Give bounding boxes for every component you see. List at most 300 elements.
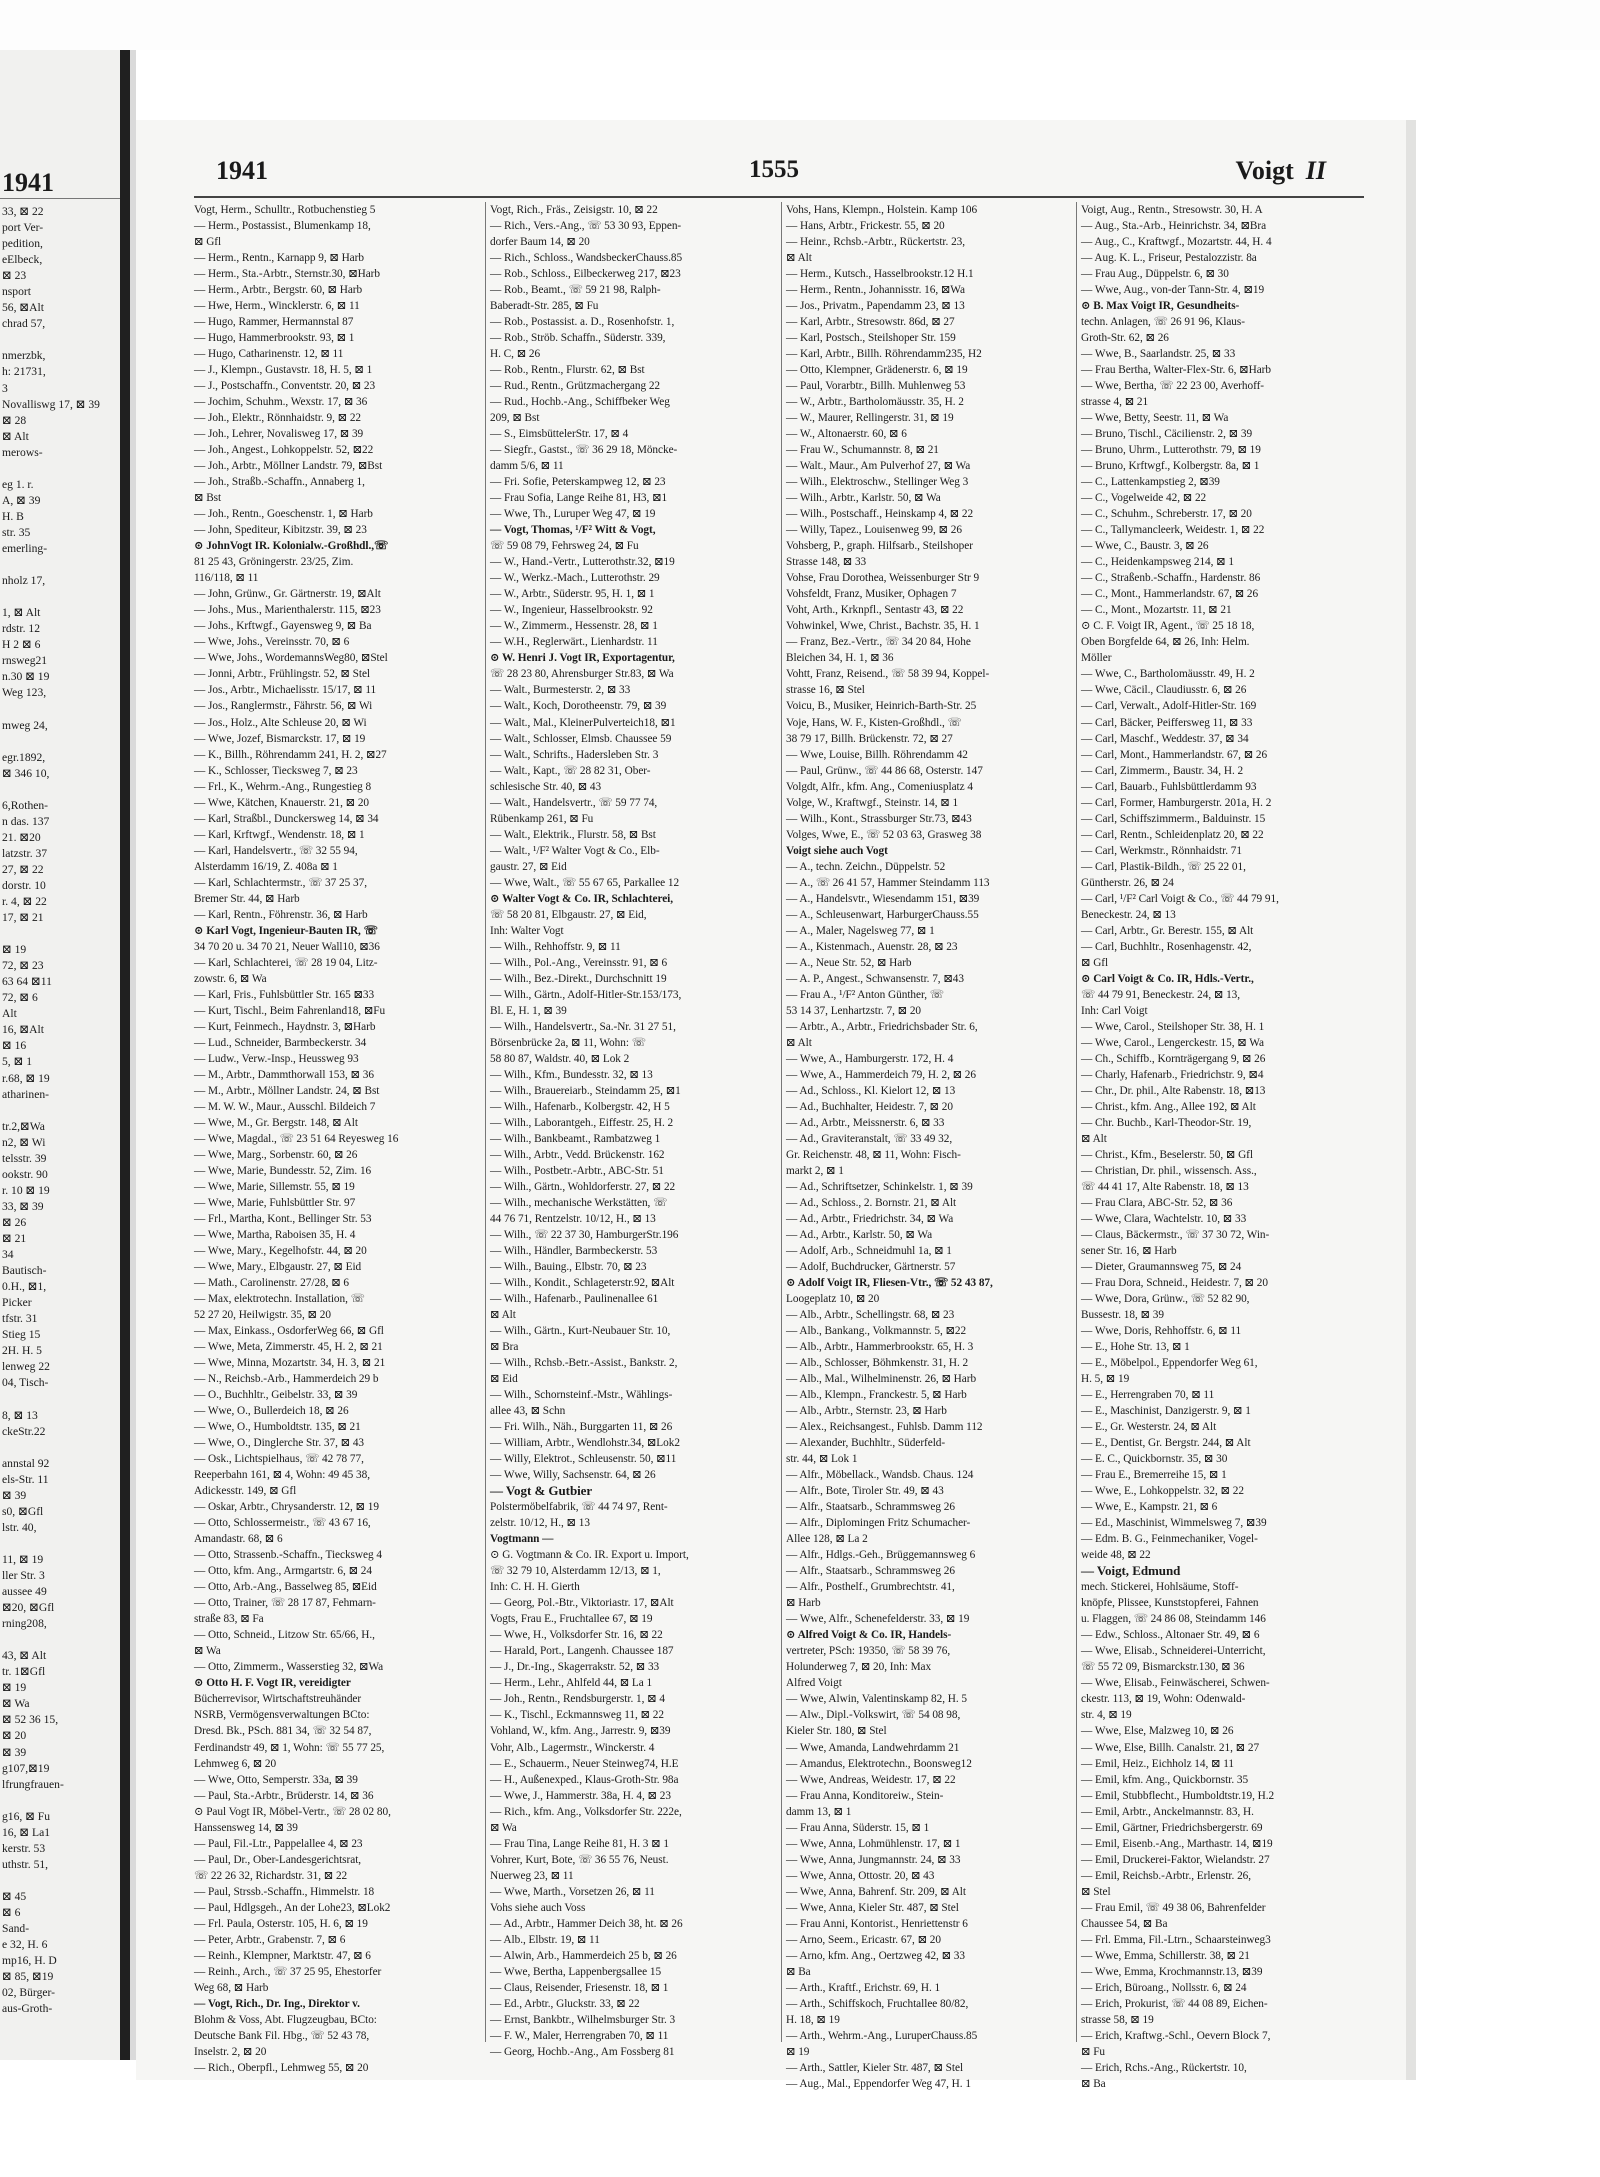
directory-entry: — Herm., Postassist., Blumenkamp 18, [194, 220, 371, 233]
directory-entry: 44 76 71, Rentzelstr. 10/12, H., ⊠ 13 [490, 1212, 656, 1225]
directory-entry: Vohse, Frau Dorothea, Weissenburger Str 9 [786, 572, 980, 585]
directory-entry: gaustr. 27, ⊠ Eid [490, 860, 567, 873]
directory-entry: — Johs., Krftwgf., Gayensweg 9, ⊠ Ba [194, 620, 372, 633]
directory-entry: — Ad., Arbtr., Hammer Deich 38, ht. ⊠ 26 [490, 1917, 683, 1930]
previous-page-line [2, 1440, 118, 1456]
directory-entry: — Jos., Ranglermstr., Fährstr. 56, ⊠ Wi [194, 700, 373, 713]
directory-entry: — W., Altonaerstr. 60, ⊠ 6 [786, 428, 907, 441]
previous-page-line: tfstr. 31 [2, 1312, 38, 1326]
directory-entry: — Rob., Postassist. a. D., Rosenhofstr. 1, [490, 316, 675, 329]
directory-entry: Vohsberg, P., graph. Hilfsarb., Steilshoper [786, 540, 973, 553]
directory-entry: — Bruno, Tischl., Cäcilienstr. 2, ⊠ 39 [1081, 428, 1253, 441]
directory-entry: — Wilh., Kondit., Schlageterstr.92, ⊠Alt [490, 1277, 675, 1290]
directory-entry: — Arno, Seem., Ericastr. 67, ⊠ 20 [786, 1933, 941, 1946]
previous-page-line: Novalliswg 17, ⊠ 39 [2, 397, 100, 411]
directory-entry: — O., Buchhltr., Geibelstr. 33, ⊠ 39 [194, 1389, 358, 1402]
directory-entry: — Wwe, B., Saarlandstr. 25, ⊠ 33 [1081, 348, 1236, 361]
directory-entry: Vohr, Alb., Lagermstr., Winckerstr. 4 [490, 1741, 655, 1754]
directory-entry: — Wwe, Th., Luruper Weg 47, ⊠ 19 [490, 508, 656, 521]
directory-entry: — C., Vogelweide 42, ⊠ 22 [1081, 492, 1207, 505]
directory-entry: — E., Maschinist, Danzigerstr. 9, ⊠ 1 [1081, 1405, 1251, 1418]
directory-entry: — Alexander, Buchhltr., Süderfeld- [786, 1437, 946, 1450]
directory-entry: vertreter, PSch: 19350, ☏ 58 39 76, [786, 1645, 951, 1658]
directory-entry: — Walt., Maur., Am Pulverhof 27, ⊠ Wa [786, 460, 971, 473]
directory-entry: Vogts, Frau E., Fruchtallee 67, ⊠ 19 [490, 1613, 653, 1626]
directory-entry: — Kurt, Feinmech., Haydnstr. 3, ⊠Harb [194, 1020, 376, 1033]
previous-page-line: ookstr. 90 [2, 1167, 48, 1181]
previous-page-line: 8, ⊠ 13 [2, 1408, 38, 1422]
directory-entry: — Paul, Fil.-Ltr., Pappelallee 4, ⊠ 23 [194, 1837, 363, 1850]
previous-page-line: 63 64 ⊠11 [2, 975, 52, 989]
previous-page-line: ⊠ 21 [2, 1232, 27, 1245]
directory-entry: ⊙ Otto H. F. Vogt IR, vereidigter [194, 1677, 351, 1690]
directory-entry: — Wwe, E., Kampstr. 21, ⊠ 6 [1081, 1501, 1218, 1514]
directory-entry: — Otto, Zimmerm., Wasserstieg 32, ⊠Wa [194, 1661, 384, 1674]
directory-entry: — Joh., Arbtr., Möllner Landstr. 79, ⊠Bst [194, 460, 383, 473]
running-head-name: Voigt [1235, 156, 1294, 185]
directory-entry: Voje, Hans, W. F., Kisten-Großhdl., ☏ [786, 716, 962, 729]
directory-entry: — J., Dr.-Ing., Skagerrakstr. 52, ⊠ 33 [490, 1661, 660, 1674]
directory-entry: — Walt., Burmesterstr. 2, ⊠ 33 [490, 684, 631, 697]
directory-entry: Bl. E, H. 1, ⊠ 39 [490, 1004, 567, 1017]
previous-page-line: aussee 49 [2, 1585, 47, 1599]
directory-entry: — Alb., Klempn., Franckestr. 5, ⊠ Harb [786, 1389, 967, 1402]
previous-page-line: emerling- [2, 541, 48, 555]
directory-entry: ⊙ Walter Vogt & Co. IR, Schlachterei, [490, 892, 674, 905]
directory-entry: — Rud., Rentn., Grützmachergang 22 [490, 380, 661, 393]
directory-entry: — Otto, Schneid., Litzow Str. 65/66, H., [194, 1629, 375, 1642]
previous-page-line: 34 [2, 1248, 14, 1262]
directory-display-entry: — Voigt, Edmund [1081, 1563, 1181, 1579]
book-gutter [120, 50, 130, 2060]
directory-entry: ⊠ Eid [490, 1373, 518, 1386]
directory-entry: — John, Spediteur, Kibitzstr. 39, ⊠ 23 [194, 524, 367, 537]
directory-entry: — Arth., Wehrm.-Ang., LuruperChauss.85 [786, 2029, 978, 2042]
page-year: 1941 [216, 156, 268, 185]
directory-entry: — Walt., Handelsvertr., ☏ 59 77 74, [490, 796, 658, 809]
page-header [136, 156, 1406, 196]
directory-entry: — Christian, Dr. phil., wissensch. Ass., [1081, 1164, 1257, 1177]
previous-page-line [2, 1536, 118, 1552]
directory-entry: — Math., Carolinenstr. 27/28, ⊠ 6 [194, 1277, 349, 1290]
directory-entry: 116/118, ⊠ 11 [194, 572, 259, 585]
directory-entry: Volge, W., Kraftwgf., Steinstr. 14, ⊠ 1 [786, 796, 959, 809]
directory-entry: Bücherrevisor, Wirtschaftstreuhänder [194, 1693, 362, 1706]
column-4 [1081, 202, 1364, 2090]
directory-entry: Nuerweg 23, ⊠ 11 [490, 1869, 574, 1882]
directory-entry: — Wilh., Elektroschw., Stellinger Weg 3 [786, 476, 969, 489]
directory-page [136, 120, 1406, 2090]
directory-entry: Börsenbrücke 2a, ⊠ 11, Wohn: ☏ [490, 1036, 646, 1049]
column-divider [1076, 202, 1077, 2042]
directory-entry: Hanssensweg 14, ⊠ 39 [194, 1821, 298, 1834]
directory-entry: — Edw., Schloss., Altonaer Str. 49, ⊠ 6 [1081, 1629, 1260, 1642]
directory-entry: — Wwe, Clara, Wachtelstr. 10, ⊠ 33 [1081, 1212, 1247, 1225]
directory-entry: — Walt., Kapt., ☏ 28 82 31, Ober- [490, 764, 651, 777]
directory-entry: — Wwe, Marg., Sorbenstr. 60, ⊠ 26 [194, 1148, 358, 1161]
directory-entry: ☏ 55 72 09, Bismarckstr.130, ⊠ 36 [1081, 1661, 1245, 1674]
directory-entry: str. 44, ⊠ Lok 1 [786, 1453, 858, 1466]
previous-page-line: e 32, H. 6 [2, 1938, 48, 1952]
directory-entry: — Ludw., Verw.-Insp., Heussweg 93 [194, 1052, 359, 1065]
previous-page-line [2, 589, 118, 605]
directory-entry: — Wwe, Anna, Kieler Str. 487, ⊠ Stel [786, 1901, 959, 1914]
directory-entry: — Wwe, Elisab., Schneiderei-Unterricht, [1081, 1645, 1266, 1658]
previous-page-line: ⊠ 346 10, [2, 766, 50, 780]
directory-entry: — Joh., Angest., Lohkoppelstr. 52, ⊠22 [194, 444, 374, 457]
directory-entry: ⊠ Harb [786, 1597, 821, 1610]
previous-page-rule [0, 198, 120, 199]
directory-entry: — Wwe, Marie, Fuhlsbüttler Str. 97 [194, 1196, 356, 1209]
directory-entry: ⊠ Alt [490, 1309, 516, 1322]
directory-entry: — Wwe, Mary., Elbgaustr. 27, ⊠ Eid [194, 1261, 362, 1274]
directory-entry: — Wwe, J., Hammerstr. 38a, H. 4, ⊠ 23 [490, 1789, 671, 1802]
previous-page-line: 72, ⊠ 23 [2, 959, 44, 973]
directory-entry: — Hugo, Catharinenstr. 12, ⊠ 11 [194, 348, 344, 361]
directory-entry: — Karl, Straßbl., Dunckersweg 14, ⊠ 34 [194, 812, 379, 825]
previous-page-line: ⊠ 85, ⊠19 [2, 1970, 54, 1984]
directory-entry: ⊠ Alt [786, 1036, 812, 1049]
directory-entry: — Wwe, Alfr., Schenefelderstr. 33, ⊠ 19 [786, 1613, 970, 1626]
directory-entry: — Karl, Handelsvertr., ☏ 32 55 94, [194, 844, 358, 857]
directory-entry: — Walt., Koch, Dorotheenstr. 79, ⊠ 39 [490, 700, 667, 713]
directory-entry: — Wwe, Willy, Sachsenstr. 64, ⊠ 26 [490, 1469, 656, 1482]
previous-page-line: 11, ⊠ 19 [2, 1552, 44, 1566]
directory-entry: — Franz, Bez.-Vertr., ☏ 34 20 84, Hohe [786, 636, 971, 649]
previous-page-line: 0.H., ⊠1, [2, 1280, 47, 1294]
previous-page-line: H. B [2, 509, 24, 523]
directory-entry: ⊠ Bra [490, 1341, 519, 1354]
directory-entry: — Wilh., Kont., Strassburger Str.73, ⊠43 [786, 812, 972, 825]
previous-page-line: Alt [2, 1007, 17, 1021]
directory-entry: — Joh., Rentn., Goeschenstr. 1, ⊠ Harb [194, 508, 373, 521]
directory-entry: ⊠ Wa [490, 1821, 517, 1834]
directory-entry: — Wwe, A., Hamburgerstr. 172, H. 4 [786, 1052, 954, 1065]
directory-entry: Kieler Str. 180, ⊠ Stel [786, 1725, 887, 1738]
directory-entry: ⊠ Ba [1081, 2077, 1106, 2090]
directory-entry: — Paul, Dr., Ober-Landesgerichtsrat, [194, 1853, 362, 1866]
directory-entry: — Karl, Postsch., Steilshoper Str. 159 [786, 332, 956, 345]
directory-entry: — A. P., Angest., Schwansenstr. 7, ⊠43 [786, 972, 964, 985]
directory-entry: — William, Arbtr., Wendlohstr.34, ⊠Lok2 [490, 1437, 680, 1450]
directory-entry: — Wilh., Gärtn., Kurt-Neubauer Str. 10, [490, 1325, 671, 1338]
directory-entry: — Alb., Schlosser, Böhmkenstr. 31, H. 2 [786, 1357, 969, 1370]
directory-entry: Deutsche Bank Fil. Hbg., ☏ 52 43 78, [194, 2029, 370, 2042]
directory-entry: — Wwe, Mary., Kegelhofstr. 44, ⊠ 20 [194, 1245, 367, 1258]
directory-entry: — Heinr., Rchsb.-Arbtr., Rückertstr. 23, [786, 236, 966, 249]
directory-entry: — Herm., Rentn., Johannisstr. 16, ⊠Wa [786, 284, 965, 297]
directory-entry: — Wilh., Postbetr.-Arbtr., ABC-Str. 51 [490, 1164, 664, 1177]
directory-entry: — Wwe, C., Baustr. 3, ⊠ 26 [1081, 540, 1209, 553]
directory-entry: ☏ 22 26 32, Richardstr. 31, ⊠ 22 [194, 1869, 348, 1882]
directory-entry: 52 27 20, Heilwigstr. 35, ⊠ 20 [194, 1309, 331, 1322]
directory-entry: Vohs siehe auch Voss [490, 1901, 586, 1914]
directory-entry: Gr. Reichenstr. 48, ⊠ 11, Wohn: Fisch- [786, 1148, 961, 1161]
directory-entry: — E., Herrengraben 70, ⊠ 11 [1081, 1389, 1215, 1402]
previous-page-line: Stieg 15 [2, 1328, 41, 1342]
directory-entry: ⊙ Carl Voigt & Co. IR, Hdls.-Vertr., [1081, 972, 1254, 985]
directory-entry: Allee 128, ⊠ La 2 [786, 1533, 868, 1546]
directory-entry: Vohland, W., kfm. Ang., Jarrestr. 9, ⊠39 [490, 1725, 671, 1738]
directory-entry: — Vogt, Thomas, ¹/F² Witt & Vogt, [490, 524, 656, 537]
previous-page-line: r. 10 ⊠ 19 [2, 1183, 50, 1197]
previous-page-line: lstr. 40, [2, 1520, 37, 1534]
directory-entry: — C., Lattenkampstieg 2, ⊠39 [1081, 476, 1220, 489]
directory-entry: — Frau E., Bremerreihe 15, ⊠ 1 [1081, 1469, 1227, 1482]
directory-entry: — Emil, Heiz., Eichholz 14, ⊠ 11 [1081, 1757, 1235, 1770]
directory-entry: ⊙ Alfred Voigt & Co. IR, Handels- [786, 1629, 952, 1642]
directory-entry: — Erich, Kraftwg.-Schl., Oevern Block 7, [1081, 2029, 1271, 2042]
directory-entry: — Wilh., Pol.-Ang., Vereinsstr. 91, ⊠ 6 [490, 956, 668, 969]
previous-page-line: 43, ⊠ Alt [2, 1649, 47, 1663]
directory-entry: — Wilh., Arbtr., Vedd. Brückenstr. 162 [490, 1148, 665, 1161]
column-divider [781, 202, 782, 2042]
directory-entry: — Arth., Schiffskoch, Fruchtallee 80/82, [786, 1997, 969, 2010]
previous-page-line: n das. 137 [2, 814, 50, 828]
directory-entry: Vogt, Herm., Schulltr., Rotbuchenstieg 5 [194, 204, 376, 216]
directory-entry: — Claus, Reisender, Friesenstr. 18, ⊠ 1 [490, 1981, 669, 1994]
directory-entry: — Wwe, Meta, Zimmerstr. 45, H. 2, ⊠ 21 [194, 1341, 383, 1354]
directory-entry: ⊙ C. F. Voigt IR, Agent., ☏ 25 18 18, [1081, 620, 1255, 633]
directory-entry: dorfer Baum 14, ⊠ 20 [490, 236, 590, 249]
directory-entry: Chaussee 54, ⊠ Ba [1081, 1917, 1168, 1930]
previous-page-line: ⊠ 26 [2, 1215, 27, 1229]
directory-entry: — Willy, Elektrot., Schleusenstr. 50, ⊠11 [490, 1453, 677, 1466]
previous-page-line: ⊠ Alt [2, 429, 29, 443]
directory-entry: — Wwe, Amanda, Landwehrdamm 21 [786, 1741, 960, 1754]
directory-entry: — Rich., Schloss., WandsbeckerChauss.85 [490, 252, 683, 265]
directory-entry: Amandastr. 68, ⊠ 6 [194, 1533, 283, 1546]
previous-page-line: ller Str. 3 [2, 1568, 45, 1582]
directory-entry: ☏ 58 20 81, Elbgaustr. 27, ⊠ Eid, [490, 908, 647, 921]
directory-entry: — Wwe, Else, Billh. Canalstr. 21, ⊠ 27 [1081, 1741, 1260, 1754]
previous-page-line: ⊠ 16 [2, 1039, 27, 1053]
page-number: 1555 [749, 156, 799, 183]
directory-entry: — Wilh., Schornsteinf.-Mstr., Wählings- [490, 1389, 673, 1402]
directory-entry: — Alfr., Diplomingen Fritz Schumacher- [786, 1517, 971, 1530]
directory-entry: 81 25 43, Gröningerstr. 23/25, Zim. [194, 556, 354, 569]
directory-entry: — Hwe, Herm., Wincklerstr. 6, ⊠ 11 [194, 300, 360, 313]
previous-page-line: ⊠ 23 [2, 269, 27, 283]
directory-entry: — Wilh., Brauereiarb., Steindamm 25, ⊠1 [490, 1084, 681, 1097]
directory-entry: — Frau Aug., Düppelstr. 6, ⊠ 30 [1081, 268, 1229, 281]
directory-entry: ⊠ 19 [786, 2045, 810, 2058]
directory-entry: — Wwe, O., Dinglerche Str. 37, ⊠ 43 [194, 1437, 365, 1450]
previous-page-line: 1, ⊠ Alt [2, 606, 41, 620]
directory-entry: ⊙ W. Henri J. Vogt IR, Exportagentur, [490, 652, 675, 665]
directory-entry: ⊙ Adolf Voigt IR, Fliesen-Vtr., ☏ 52 43 87, [786, 1277, 993, 1290]
directory-entry: — Emil, Eisenb.-Ang., Marthastr. 14, ⊠19 [1081, 1837, 1273, 1850]
directory-entry: — Wilh., Postschaff., Heinskamp 4, ⊠ 22 [786, 508, 974, 521]
directory-entry: Inh: C. H. H. Gierth [490, 1581, 580, 1594]
directory-entry: — Wilh., Rehhoffstr. 9, ⊠ 11 [490, 940, 621, 953]
directory-entry: ☏ 44 79 91, Beneckestr. 24, ⊠ 13, [1081, 988, 1241, 1001]
directory-entry: — Wwe, Anna, Lohmühlenstr. 17, ⊠ 1 [786, 1837, 961, 1850]
directory-entry: — Erich, Prokurist, ☏ 44 08 89, Eichen- [1081, 1997, 1268, 2010]
directory-entry: — Emil, Gärtner, Friedrichsbergerstr. 69 [1081, 1821, 1263, 1834]
directory-entry: ckestr. 113, ⊠ 19, Wohn: Odenwald- [1081, 1693, 1246, 1706]
previous-page-line [2, 557, 118, 573]
directory-entry: — Wilh., Rchsb.-Betr.-Assist., Bankstr. 2, [490, 1357, 678, 1370]
previous-page-line [2, 734, 118, 750]
previous-page-line [2, 1391, 118, 1407]
directory-entry: — Wwe, Marie, Sillemstr. 55, ⊠ 19 [194, 1180, 355, 1193]
directory-entry: — Alb., Arbtr., Sternstr. 23, ⊠ Harb [786, 1405, 947, 1418]
directory-entry: — Reinh., Arch., ☏ 37 25 95, Ehestorfer [194, 1965, 382, 1978]
directory-display-entry: — Vogt & Gutbier [490, 1483, 593, 1499]
directory-entry: ⊠ Bst [194, 492, 222, 505]
directory-entry: — Frau Tina, Lange Reihe 81, H. 3 ⊠ 1 [490, 1837, 669, 1850]
running-head [1235, 156, 1326, 186]
directory-entry: — Wwe, Anna, Jungmannstr. 24, ⊠ 33 [786, 1853, 961, 1866]
directory-entry: — Alfr., Hdlgs.-Geh., Brüggemannsweg 6 [786, 1549, 976, 1562]
directory-entry: schlesische Str. 40, ⊠ 43 [490, 780, 602, 793]
directory-entry: Inselstr. 2, ⊠ 20 [194, 2045, 267, 2058]
directory-entry: ⊠ Alt [786, 252, 812, 265]
directory-entry: — Otto, Trainer, ☏ 28 17 87, Fehmarn- [194, 1597, 376, 1610]
directory-entry: — Wwe, Marth., Vorsetzen 26, ⊠ 11 [490, 1885, 655, 1898]
directory-entry: — Hans, Arbtr., Frickestr. 55, ⊠ 20 [786, 220, 945, 233]
directory-entry: 58 80 87, Waldstr. 40, ⊠ Lok 2 [490, 1052, 630, 1065]
previous-page-line: ⊠ Wa [2, 1697, 30, 1711]
previous-page-line: ⊠ 19 [2, 1681, 27, 1695]
directory-entry: Dresd. Bk., PSch. 881 34, ☏ 32 54 87, [194, 1725, 372, 1738]
directory-entry: — Wilh., Gärtn., Wohldorferstr. 27, ⊠ 22 [490, 1180, 676, 1193]
directory-entry: — Arth., Kraftf., Erichstr. 69, H. 1 [786, 1981, 941, 1994]
directory-entry: — W., Hand.-Vertr., Lutterothstr.32, ⊠19 [490, 556, 675, 569]
directory-entry: 209, ⊠ Bst [490, 412, 540, 425]
directory-entry: ☏ 59 08 79, Fehrsweg 24, ⊠ Fu [490, 540, 639, 553]
previous-page-line: eg 1. r. [2, 477, 34, 491]
directory-entry: — Karl, Krftwgf., Wendenstr. 18, ⊠ 1 [194, 828, 365, 841]
directory-entry: — Edm. B. G., Feinmechaniker, Vogel- [1081, 1533, 1258, 1546]
previous-page-line: ⊠ 52 36 15, [2, 1713, 59, 1727]
directory-entry: ☏ 28 23 80, Ahrensburger Str.83, ⊠ Wa [490, 668, 674, 681]
directory-entry: — Amandus, Elektrotechn., Boonsweg12 [786, 1757, 972, 1770]
previous-page-line [2, 782, 118, 798]
directory-entry: — Frau Anna, Süderstr. 15, ⊠ 1 [786, 1821, 930, 1834]
directory-entry: techn. Anlagen, ☏ 26 91 96, Klaus- [1081, 316, 1245, 329]
directory-entry: — Wilh., Handelsvertr., Sa.-Nr. 31 27 51, [490, 1020, 676, 1033]
directory-entry: Volgdt, Alfr., kfm. Ang., Comeniusplatz 4 [786, 780, 973, 793]
directory-entry: — Wilh., mechanische Werkstätten, ☏ [490, 1196, 668, 1209]
directory-entry: — M. W. W., Maur., Ausschl. Bildeich 7 [194, 1100, 376, 1113]
previous-page-line: nmerzbk, [2, 349, 46, 363]
directory-entry: — Osk., Lichtspielhaus, ☏ 42 78 77, [194, 1453, 364, 1466]
directory-entry: — Wilh., Bankbeamt., Rambatzweg 1 [490, 1132, 661, 1145]
directory-entry: — Frau Clara, ABC-Str. 52, ⊠ 36 [1081, 1196, 1233, 1209]
directory-entry: Voht, Arth., Krknpfl., Sentastr 43, ⊠ 22 [786, 604, 964, 617]
page-edge [1406, 120, 1416, 2080]
column-1 [194, 202, 477, 2074]
directory-entry: — Alw., Dipl.-Volkswirt, ☏ 54 08 98, [786, 1709, 961, 1722]
directory-entry: — Alfr., Staatsarb., Schrammsweg 26 [786, 1501, 955, 1514]
directory-entry: — Ad., Schloss., Kl. Kielort 12, ⊠ 13 [786, 1084, 956, 1097]
directory-entry: Loogeplatz 10, ⊠ 20 [786, 1293, 880, 1306]
directory-entry: — Carl, Verwalt., Adolf-Hitler-Str. 169 [1081, 700, 1257, 713]
directory-entry: — Frau Bertha, Walter-Flex-Str. 6, ⊠Harb [1081, 364, 1271, 377]
directory-entry: ⊙ Paul Vogt IR, Möbel-Vertr., ☏ 28 02 80, [194, 1805, 391, 1818]
previous-page-line: A, ⊠ 39 [2, 493, 41, 507]
previous-page-line: 5, ⊠ 1 [2, 1055, 33, 1069]
directory-entry: — Erich, Rchs.-Ang., Rückertstr. 10, [1081, 2061, 1247, 2074]
directory-entry: Ferdinandstr 49, ⊠ 1, Wohn: ☏ 55 77 25, [194, 1741, 385, 1754]
directory-entry: — Emil, Reichsb.-Arbtr., Erlenstr. 26, [1081, 1869, 1252, 1882]
previous-page-line: lfrungfrauen- [2, 1777, 64, 1791]
previous-page-line: ⊠ 28 [2, 413, 27, 427]
directory-entry: NSRB, Vermögensverwaltungen BCto: [194, 1709, 370, 1722]
directory-entry: ⊠ Wa [194, 1645, 221, 1658]
directory-entry: — A., ☏ 26 41 57, Hammer Steindamm 113 [786, 876, 990, 889]
directory-entry: — S., EimsbüttelerStr. 17, ⊠ 4 [490, 428, 629, 441]
directory-entry: strasse 16, ⊠ Stel [786, 684, 865, 697]
directory-entry: — Wwe, H., Volksdorfer Str. 16, ⊠ 22 [490, 1629, 663, 1642]
directory-entry: — Ad., Arbtr., Friedrichstr. 34, ⊠ Wa [786, 1212, 954, 1225]
directory-entry: — Ad., Buchhalter, Heidestr. 7, ⊠ 20 [786, 1100, 953, 1113]
previous-page-line: 21. ⊠20 [2, 830, 41, 844]
previous-page-line: 72, ⊠ 6 [2, 991, 38, 1005]
directory-entry: — Hugo, Hammerbrookstr. 93, ⊠ 1 [194, 332, 355, 345]
directory-entry: Polstermöbelfabrik, ☏ 44 74 97, Rent- [490, 1501, 668, 1514]
previous-page-line: 33, ⊠ 39 [2, 1199, 44, 1213]
directory-entry: — A., Schleusenwart, HarburgerChauss.55 [786, 908, 979, 921]
directory-entry: — Ed., Arbtr., Gluckstr. 33, ⊠ 22 [490, 1997, 640, 2010]
directory-entry: — A., Kistenmach., Auenstr. 28, ⊠ 23 [786, 940, 958, 953]
directory-entry: — Jonni, Arbtr., Frühlingstr. 52, ⊠ Stel [194, 668, 370, 681]
directory-entry: — Wilh., Kfm., Bundesstr. 32, ⊠ 13 [490, 1068, 653, 1081]
previous-page-line: Weg 123, [2, 686, 47, 700]
previous-page-year: 1941 [2, 168, 54, 197]
previous-page-line: 17, ⊠ 21 [2, 911, 44, 925]
directory-entry: Vohsfeldt, Franz, Musiker, Ophagen 7 [786, 588, 957, 601]
directory-entry: u. Flaggen, ☏ 24 86 08, Steindamm 146 [1081, 1613, 1266, 1626]
previous-page-line: r. 4, ⊠ 22 [2, 895, 47, 909]
previous-page-line: mweg 24, [2, 718, 48, 732]
directory-entry: Vohs, Hans, Klempn., Holstein. Kamp 106 [786, 204, 978, 216]
directory-entry: — Frau W., Schumannstr. 8, ⊠ 21 [786, 444, 939, 457]
directory-entry: — Ad., Arbtr., Meissnerstr. 6, ⊠ 33 [786, 1116, 945, 1129]
directory-entry: — Wwe, Johs., Vereinsstr. 70, ⊠ 6 [194, 636, 350, 649]
directory-entry: — C., Mont., Hammerlandstr. 67, ⊠ 26 [1081, 588, 1259, 601]
previous-page-line: 33, ⊠ 22 [2, 205, 44, 218]
directory-entry: — Alb., Arbtr., Hammerbrookstr. 65, H. 3 [786, 1341, 974, 1354]
directory-entry: ⊠ Fu [1081, 2045, 1106, 2058]
directory-entry: — Alfr., Bote, Tiroler Str. 49, ⊠ 43 [786, 1485, 944, 1498]
directory-entry: damm 5/6, ⊠ 11 [490, 460, 564, 473]
directory-entry: — Wwe, Cäcil., Claudiusstr. 6, ⊠ 26 [1081, 684, 1247, 697]
directory-entry: — Wwe, C., Bartholomäusstr. 49, H. 2 [1081, 668, 1255, 681]
directory-entry: Inh: Walter Vogt [490, 924, 564, 937]
directory-entry: Bussestr. 18, ⊠ 39 [1081, 1309, 1164, 1322]
directory-entry: — Wwe, Anna, Bahrenf. Str. 209, ⊠ Alt [786, 1885, 966, 1898]
directory-entry: — Joh., Elektr., Rönnhaidstr. 9, ⊠ 22 [194, 412, 362, 425]
directory-entry: — Otto, Arb.-Ang., Basselweg 85, ⊠Eid [194, 1581, 377, 1594]
directory-entry: Weg 68, ⊠ Harb [194, 1981, 269, 1994]
directory-entry: — Ch., Schiffb., Kornträgergang 9, ⊠ 26 [1081, 1052, 1266, 1065]
previous-page-line: 16, ⊠ La1 [2, 1825, 51, 1839]
directory-entry: — Aug., Mal., Eppendorfer Weg 47, H. 1 [786, 2077, 971, 2090]
previous-page-line: 6,Rothen- [2, 798, 49, 812]
directory-entry: — Otto, Strassenb.-Schaffn., Tiecksweg 4 [194, 1549, 382, 1562]
directory-entry: — Otto, Klempner, Grädenerstr. 6, ⊠ 19 [786, 364, 968, 377]
directory-entry: — Karl, Schlachterei, ☏ 28 19 04, Litz- [194, 956, 378, 969]
directory-entry: — Alfr., Staatsarb., Schrammsweg 26 [786, 1565, 955, 1578]
directory-entry: knöpfe, Plissee, Kunststopferei, Fahnen [1081, 1597, 1259, 1610]
previous-page-line: 04, Tisch- [2, 1376, 49, 1390]
directory-columns [194, 202, 1364, 2090]
directory-entry: — Bruno, Krftwgf., Kolbergstr. 8a, ⊠ 1 [1081, 460, 1260, 473]
previous-page-line: nholz 17, [2, 574, 46, 588]
